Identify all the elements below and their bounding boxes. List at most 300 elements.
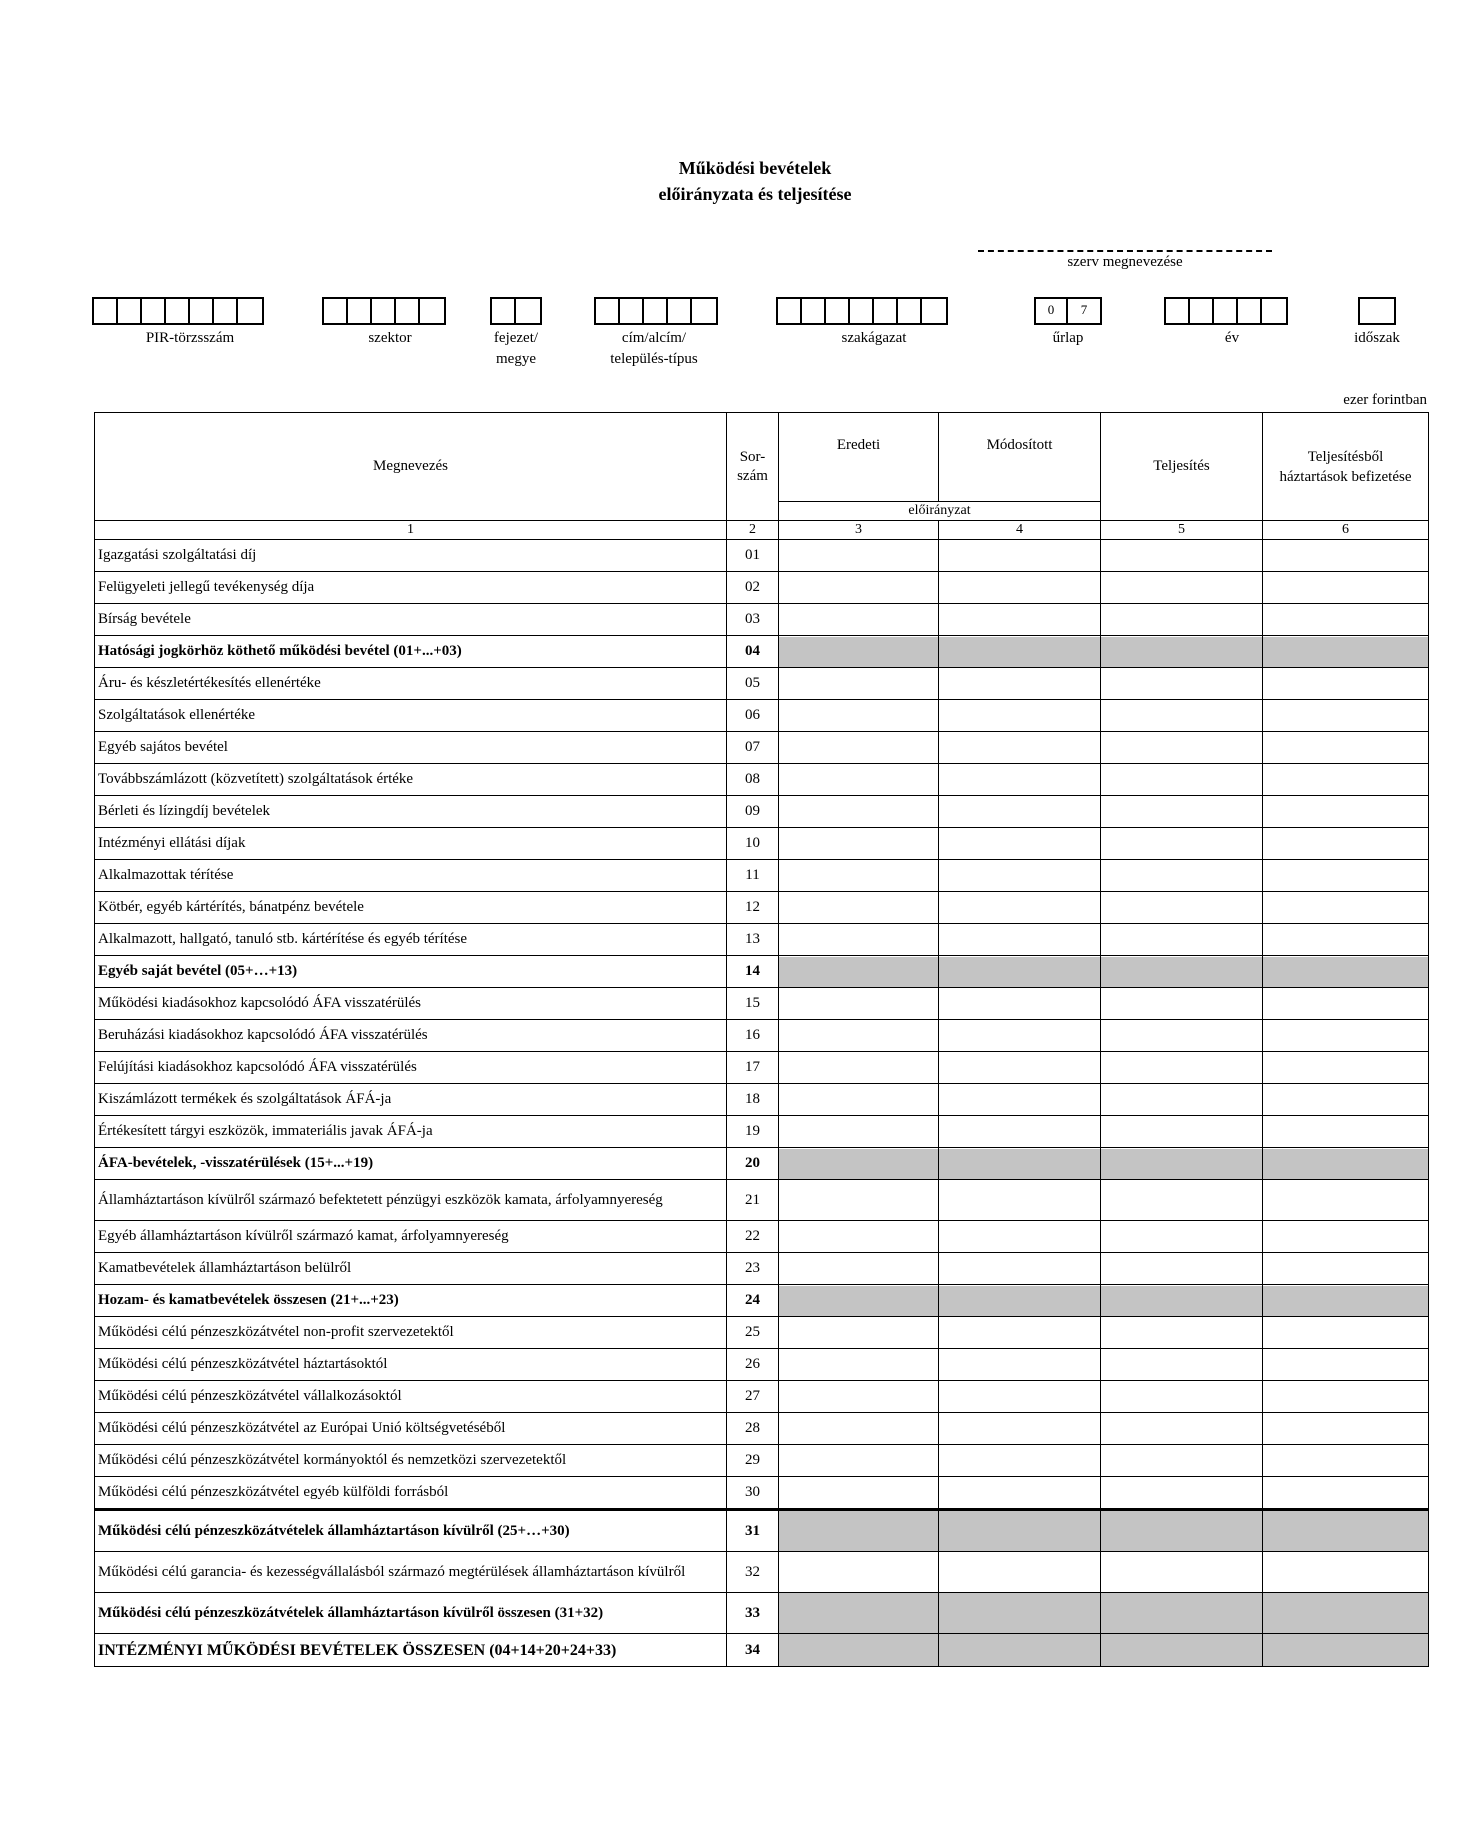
- value-cell[interactable]: [779, 1253, 939, 1285]
- row-name: Kötbér, egyéb kártérítés, bánatpénz bevétele: [95, 892, 727, 924]
- szerv-name-label: szerv megnevezése: [1067, 254, 1183, 270]
- cim-box[interactable]: [620, 299, 644, 323]
- row-sorszam: 05: [727, 668, 779, 700]
- row-name: Felügyeleti jellegű tevékenység díja: [95, 572, 727, 604]
- ev-box[interactable]: [1238, 299, 1262, 323]
- value-cell[interactable]: [939, 700, 1101, 732]
- row-sorszam: 22: [727, 1221, 779, 1253]
- row-name: Államháztartáson kívülről származó befektetett pénzügyi eszközök kamata, árfolyamnyereség: [95, 1180, 727, 1221]
- row-name: Bírság bevétele: [95, 604, 727, 636]
- value-cell[interactable]: [779, 604, 939, 636]
- value-cell[interactable]: [1263, 1445, 1429, 1477]
- value-cell[interactable]: [1101, 796, 1263, 828]
- szektor-box[interactable]: [348, 299, 372, 323]
- value-cell[interactable]: [779, 924, 939, 956]
- value-cell[interactable]: [1101, 1084, 1263, 1116]
- value-cell[interactable]: [939, 1084, 1101, 1116]
- value-cell[interactable]: [939, 1116, 1101, 1148]
- row-sorszam: 10: [727, 828, 779, 860]
- value-cell[interactable]: [779, 1180, 939, 1221]
- table-row: [95, 1445, 1429, 1477]
- value-cell-shaded: [939, 1510, 1101, 1552]
- fejezet-label: [476, 328, 556, 370]
- szektor-box[interactable]: [372, 299, 396, 323]
- row-name: Áru- és készletértékesítés ellenértéke: [95, 668, 727, 700]
- pir-box[interactable]: [94, 299, 118, 323]
- value-cell-shaded: [779, 1593, 939, 1634]
- value-cell[interactable]: [779, 796, 939, 828]
- row-name: INTÉZMÉNYI MŰKÖDÉSI BEVÉTELEK ÖSSZESEN (04+14+20+24+33): [95, 1634, 727, 1667]
- value-cell[interactable]: [1101, 1052, 1263, 1084]
- table-row: [95, 1413, 1429, 1445]
- row-sorszam: 13: [727, 924, 779, 956]
- header-teljesites: Teljesítés: [1101, 413, 1263, 521]
- value-cell[interactable]: [779, 1413, 939, 1445]
- value-cell[interactable]: [1101, 892, 1263, 924]
- cim-box[interactable]: [596, 299, 620, 323]
- value-cell[interactable]: [1263, 1052, 1429, 1084]
- fejezet-label-line1: fejezet/: [493, 330, 539, 346]
- row-sorszam: 29: [727, 1445, 779, 1477]
- value-cell[interactable]: [779, 892, 939, 924]
- value-cell[interactable]: [779, 1445, 939, 1477]
- value-cell[interactable]: [1263, 892, 1429, 924]
- table-row: [95, 1221, 1429, 1253]
- value-cell[interactable]: [1263, 1381, 1429, 1413]
- value-cell[interactable]: [1263, 860, 1429, 892]
- value-cell[interactable]: [939, 764, 1101, 796]
- header-eloiranyzat: előirányzat: [779, 502, 1101, 521]
- row-sorszam: 04: [727, 636, 779, 668]
- row-name: Működési célú pénzeszközátvétel kormányoktól és nemzetközi szervezetektől: [95, 1445, 727, 1477]
- table-row: [95, 636, 1429, 668]
- row-sorszam: 01: [727, 540, 779, 572]
- pir-label: PIR-törzsszám: [145, 330, 235, 346]
- table-row: [95, 860, 1429, 892]
- value-cell[interactable]: [1101, 1349, 1263, 1381]
- value-cell[interactable]: [1263, 1413, 1429, 1445]
- value-cell-shaded: [939, 1634, 1101, 1667]
- table-row: [95, 604, 1429, 636]
- row-name: Működési célú pénzeszközátvételek államháztartáson kívülről (25+…+30): [95, 1510, 727, 1552]
- value-cell[interactable]: [939, 1413, 1101, 1445]
- row-name: Alkalmazottak térítése: [95, 860, 727, 892]
- value-cell[interactable]: [779, 1052, 939, 1084]
- value-cell-shaded: [1263, 1634, 1429, 1667]
- value-cell[interactable]: [779, 1020, 939, 1052]
- header-haztartas-line1: Teljesítésből: [1307, 448, 1384, 465]
- table-row: [95, 668, 1429, 700]
- value-cell[interactable]: [939, 1381, 1101, 1413]
- value-cell[interactable]: [1263, 700, 1429, 732]
- cim-label-line2: település-típus: [610, 351, 698, 367]
- value-cell-shaded: [939, 1593, 1101, 1634]
- urlap-box: 7: [1080, 302, 1088, 317]
- row-name: Egyéb államháztartáson kívülről származó kamat, árfolyamnyereség: [95, 1221, 727, 1253]
- idoszak-box[interactable]: [1360, 299, 1394, 323]
- value-cell-shaded: [779, 1510, 939, 1552]
- header-megnevezes: Megnevezés: [95, 413, 727, 521]
- value-cell-shaded: [1263, 1593, 1429, 1634]
- table-row: [95, 1116, 1429, 1148]
- szakagazat-box[interactable]: [802, 299, 826, 323]
- table-row: [95, 1349, 1429, 1381]
- row-sorszam: 16: [727, 1020, 779, 1052]
- szakagazat-code-boxes[interactable]: [776, 297, 948, 325]
- row-sorszam: 06: [727, 700, 779, 732]
- col-number: 5: [1101, 521, 1263, 540]
- unit-label: ezer forintban: [1343, 392, 1427, 408]
- value-cell-shaded: [1101, 1285, 1263, 1317]
- header-modositott: Módosított: [939, 413, 1101, 502]
- header-sorszam: [727, 413, 779, 521]
- row-name: Felújítási kiadásokhoz kapcsolódó ÁFA visszatérülés: [95, 1052, 727, 1084]
- value-cell[interactable]: [1263, 828, 1429, 860]
- fejezet-box[interactable]: [492, 299, 516, 323]
- szakagazat-box[interactable]: [922, 299, 946, 323]
- table-row: [95, 540, 1429, 572]
- value-cell[interactable]: [1101, 732, 1263, 764]
- table-row: [95, 796, 1429, 828]
- header-sorszam-line1: Sor-: [739, 448, 766, 465]
- value-cell-shaded: [1101, 956, 1263, 988]
- value-cell[interactable]: [779, 764, 939, 796]
- table-row: [95, 1020, 1429, 1052]
- row-sorszam: 30: [727, 1477, 779, 1510]
- value-cell[interactable]: [1101, 1445, 1263, 1477]
- row-name: ÁFA-bevételek, -visszatérülések (15+...+19): [95, 1148, 727, 1180]
- value-cell-shaded: [1263, 1510, 1429, 1552]
- form-title-line1: Működési bevételek: [678, 158, 832, 178]
- table-row: [95, 1253, 1429, 1285]
- value-cell[interactable]: [1101, 924, 1263, 956]
- table-row: [95, 892, 1429, 924]
- header-haztartas-line2: háztartások befizetése: [1279, 468, 1412, 485]
- row-name: Szolgáltatások ellenértéke: [95, 700, 727, 732]
- value-cell[interactable]: [1263, 796, 1429, 828]
- table-row: [95, 1593, 1429, 1634]
- value-cell[interactable]: [779, 732, 939, 764]
- value-cell[interactable]: [1263, 572, 1429, 604]
- value-cell[interactable]: [1263, 1552, 1429, 1593]
- value-cell[interactable]: [779, 828, 939, 860]
- value-cell[interactable]: [939, 892, 1101, 924]
- row-sorszam: 34: [727, 1634, 779, 1667]
- row-name: Alkalmazott, hallgató, tanuló stb. kártérítése és egyéb térítése: [95, 924, 727, 956]
- row-sorszam: 18: [727, 1084, 779, 1116]
- row-name: Működési célú pénzeszközátvétel egyéb külföldi forrásból: [95, 1477, 727, 1510]
- value-cell[interactable]: [779, 1477, 939, 1510]
- value-cell[interactable]: [1263, 1253, 1429, 1285]
- value-cell[interactable]: [1101, 572, 1263, 604]
- cim-box[interactable]: [692, 299, 716, 323]
- table-row: [95, 828, 1429, 860]
- value-cell[interactable]: [779, 700, 939, 732]
- value-cell[interactable]: [939, 1253, 1101, 1285]
- revenue-table: [94, 412, 1429, 1667]
- value-cell[interactable]: [779, 572, 939, 604]
- pir-box[interactable]: [238, 299, 262, 323]
- value-cell[interactable]: [1101, 1477, 1263, 1510]
- value-cell[interactable]: [779, 540, 939, 572]
- value-cell-shaded: [1101, 1148, 1263, 1180]
- value-cell-shaded: [1263, 636, 1429, 668]
- ev-box[interactable]: [1190, 299, 1214, 323]
- value-cell[interactable]: [939, 1349, 1101, 1381]
- row-name: Egyéb saját bevétel (05+…+13): [95, 956, 727, 988]
- table-row: [95, 732, 1429, 764]
- value-cell[interactable]: [939, 1477, 1101, 1510]
- row-sorszam: 07: [727, 732, 779, 764]
- value-cell[interactable]: [1101, 604, 1263, 636]
- urlap-label: űrlap: [1052, 330, 1084, 346]
- row-sorszam: 09: [727, 796, 779, 828]
- value-cell[interactable]: [939, 540, 1101, 572]
- table-row: [95, 956, 1429, 988]
- row-sorszam: 31: [727, 1510, 779, 1552]
- value-cell[interactable]: [779, 1381, 939, 1413]
- row-sorszam: 27: [727, 1381, 779, 1413]
- value-cell[interactable]: [939, 796, 1101, 828]
- cim-box[interactable]: [668, 299, 692, 323]
- value-cell[interactable]: [939, 924, 1101, 956]
- value-cell[interactable]: [1101, 1180, 1263, 1221]
- value-cell-shaded: [779, 1634, 939, 1667]
- cim-code-boxes[interactable]: [594, 297, 718, 325]
- row-name: Működési célú garancia- és kezességvállalásból származó megtérülések államháztartáson kívülről: [95, 1552, 727, 1593]
- fejezet-label-line2: megye: [496, 351, 536, 367]
- pir-box[interactable]: [166, 299, 190, 323]
- value-cell[interactable]: [1101, 988, 1263, 1020]
- table-row: [95, 764, 1429, 796]
- pir-box[interactable]: [118, 299, 142, 323]
- value-cell[interactable]: [1263, 1317, 1429, 1349]
- fejezet-box[interactable]: [516, 299, 540, 323]
- szakagazat-label: szakágazat: [841, 330, 907, 346]
- value-cell-shaded: [939, 1148, 1101, 1180]
- szektor-box[interactable]: [420, 299, 444, 323]
- table-row: [95, 1510, 1429, 1552]
- value-cell[interactable]: [1263, 1221, 1429, 1253]
- fejezet-code-boxes[interactable]: [490, 297, 542, 325]
- cim-box[interactable]: [644, 299, 668, 323]
- urlap-code-boxes: [1034, 297, 1102, 325]
- value-cell[interactable]: [1263, 1020, 1429, 1052]
- col-number: 2: [727, 521, 779, 540]
- value-cell[interactable]: [1101, 700, 1263, 732]
- szektor-box[interactable]: [324, 299, 348, 323]
- row-name: Igazgatási szolgáltatási díj: [95, 540, 727, 572]
- row-sorszam: 03: [727, 604, 779, 636]
- table-row: [95, 1317, 1429, 1349]
- value-cell[interactable]: [939, 732, 1101, 764]
- value-cell[interactable]: [1263, 540, 1429, 572]
- row-sorszam: 23: [727, 1253, 779, 1285]
- value-cell[interactable]: [779, 988, 939, 1020]
- value-cell[interactable]: [1263, 604, 1429, 636]
- row-name: Működési célú pénzeszközátvétel non-profit szervezetektől: [95, 1317, 727, 1349]
- szakagazat-box[interactable]: [850, 299, 874, 323]
- table-row: [95, 1477, 1429, 1510]
- row-name: Kiszámlázott termékek és szolgáltatások ÁFÁ-ja: [95, 1084, 727, 1116]
- value-cell[interactable]: [1263, 1084, 1429, 1116]
- value-cell[interactable]: [1263, 1116, 1429, 1148]
- value-cell[interactable]: [779, 1349, 939, 1381]
- value-cell[interactable]: [779, 1116, 939, 1148]
- header-haztartas: [1263, 413, 1429, 521]
- table-row: [95, 988, 1429, 1020]
- row-name: Kamatbevételek államháztartáson belülről: [95, 1253, 727, 1285]
- value-cell[interactable]: [939, 1052, 1101, 1084]
- value-cell-shaded: [779, 956, 939, 988]
- value-cell[interactable]: [1101, 1413, 1263, 1445]
- row-name: Továbbszámlázott (közvetített) szolgáltatások értéke: [95, 764, 727, 796]
- row-sorszam: 20: [727, 1148, 779, 1180]
- value-cell[interactable]: [1263, 988, 1429, 1020]
- value-cell[interactable]: [779, 1552, 939, 1593]
- table-row: [95, 924, 1429, 956]
- value-cell[interactable]: [939, 668, 1101, 700]
- value-cell-shaded: [779, 1148, 939, 1180]
- row-name: Működési célú pénzeszközátvétel háztartásoktól: [95, 1349, 727, 1381]
- pir-box[interactable]: [142, 299, 166, 323]
- idoszak-label: időszak: [1354, 330, 1400, 346]
- urlap-box: 0: [1036, 299, 1068, 323]
- form-title-line2: előirányzata és teljesítése: [658, 184, 852, 204]
- value-cell[interactable]: [1101, 1116, 1263, 1148]
- row-sorszam: 21: [727, 1180, 779, 1221]
- szakagazat-box[interactable]: [778, 299, 802, 323]
- ev-box[interactable]: [1166, 299, 1190, 323]
- row-name: Működési célú pénzeszközátvétel az Európai Unió költségvetéséből: [95, 1413, 727, 1445]
- value-cell[interactable]: [1263, 1349, 1429, 1381]
- value-cell[interactable]: [1263, 732, 1429, 764]
- value-cell[interactable]: [779, 1221, 939, 1253]
- value-cell-shaded: [1101, 1510, 1263, 1552]
- value-cell-shaded: [1263, 956, 1429, 988]
- ev-box[interactable]: [1214, 299, 1238, 323]
- row-name: Működési célú pénzeszközátvétel vállalkozásoktól: [95, 1381, 727, 1413]
- value-cell-shaded: [939, 956, 1101, 988]
- table-row: [95, 1552, 1429, 1593]
- row-sorszam: 12: [727, 892, 779, 924]
- value-cell[interactable]: [779, 860, 939, 892]
- value-cell[interactable]: [939, 1221, 1101, 1253]
- value-cell[interactable]: [779, 1084, 939, 1116]
- row-sorszam: 33: [727, 1593, 779, 1634]
- value-cell[interactable]: [1101, 540, 1263, 572]
- szektor-label: szektor: [368, 330, 412, 346]
- row-name: Értékesített tárgyi eszközök, immateriális javak ÁFÁ-ja: [95, 1116, 727, 1148]
- table-row: [95, 1381, 1429, 1413]
- szakagazat-box[interactable]: [826, 299, 850, 323]
- value-cell-shaded: [1263, 1285, 1429, 1317]
- table-row: [95, 1285, 1429, 1317]
- table-row: [95, 1634, 1429, 1667]
- value-cell[interactable]: [1263, 1477, 1429, 1510]
- value-cell[interactable]: [1101, 860, 1263, 892]
- value-cell[interactable]: [1101, 1253, 1263, 1285]
- value-cell[interactable]: [1101, 668, 1263, 700]
- col-number: 4: [939, 521, 1101, 540]
- cim-label-line1: cím/alcím/: [621, 330, 687, 346]
- idoszak-code-boxes[interactable]: [1358, 297, 1396, 325]
- szakagazat-box[interactable]: [874, 299, 898, 323]
- value-cell[interactable]: [1101, 1552, 1263, 1593]
- pir-box[interactable]: [190, 299, 214, 323]
- value-cell[interactable]: [1101, 764, 1263, 796]
- ev-code-boxes[interactable]: [1164, 297, 1288, 325]
- value-cell[interactable]: [939, 572, 1101, 604]
- value-cell[interactable]: [1101, 1020, 1263, 1052]
- value-cell[interactable]: [939, 1317, 1101, 1349]
- value-cell[interactable]: [1263, 764, 1429, 796]
- value-cell-shaded: [1263, 1148, 1429, 1180]
- value-cell[interactable]: [939, 1552, 1101, 1593]
- value-cell-shaded: [939, 636, 1101, 668]
- value-cell[interactable]: [939, 1180, 1101, 1221]
- row-name: Hatósági jogkörhöz köthető működési bevétel (01+...+03): [95, 636, 727, 668]
- value-cell[interactable]: [939, 828, 1101, 860]
- header-eredeti: Eredeti: [779, 413, 939, 502]
- value-cell[interactable]: [939, 1445, 1101, 1477]
- value-cell[interactable]: [779, 668, 939, 700]
- col-number: 3: [779, 521, 939, 540]
- value-cell-shaded: [779, 636, 939, 668]
- ev-box[interactable]: [1262, 299, 1286, 323]
- row-name: Intézményi ellátási díjak: [95, 828, 727, 860]
- row-sorszam: 02: [727, 572, 779, 604]
- row-sorszam: 28: [727, 1413, 779, 1445]
- row-sorszam: 08: [727, 764, 779, 796]
- row-sorszam: 15: [727, 988, 779, 1020]
- value-cell[interactable]: [1263, 924, 1429, 956]
- szektor-box[interactable]: [396, 299, 420, 323]
- row-sorszam: 32: [727, 1552, 779, 1593]
- row-sorszam: 17: [727, 1052, 779, 1084]
- value-cell[interactable]: [939, 988, 1101, 1020]
- szerv-name-line[interactable]: [978, 250, 1272, 252]
- szakagazat-box[interactable]: [898, 299, 922, 323]
- value-cell[interactable]: [939, 1020, 1101, 1052]
- value-cell[interactable]: [1101, 1317, 1263, 1349]
- row-sorszam: 24: [727, 1285, 779, 1317]
- value-cell[interactable]: [779, 1317, 939, 1349]
- row-name: Beruházási kiadásokhoz kapcsolódó ÁFA visszatérülés: [95, 1020, 727, 1052]
- value-cell[interactable]: [1263, 668, 1429, 700]
- value-cell[interactable]: [1263, 1180, 1429, 1221]
- szektor-code-boxes[interactable]: [322, 297, 446, 325]
- value-cell-shaded: [1101, 1634, 1263, 1667]
- row-sorszam: 25: [727, 1317, 779, 1349]
- pir-box[interactable]: [214, 299, 238, 323]
- value-cell[interactable]: [939, 604, 1101, 636]
- pir-code-boxes[interactable]: [92, 297, 264, 325]
- value-cell[interactable]: [1101, 1221, 1263, 1253]
- value-cell[interactable]: [1101, 1381, 1263, 1413]
- row-sorszam: 11: [727, 860, 779, 892]
- col-number: 6: [1263, 521, 1429, 540]
- row-name: Hozam- és kamatbevételek összesen (21+...+23): [95, 1285, 727, 1317]
- value-cell[interactable]: [939, 860, 1101, 892]
- value-cell-shaded: [1101, 1593, 1263, 1634]
- table-row: [95, 1052, 1429, 1084]
- value-cell[interactable]: [1101, 828, 1263, 860]
- col-number: 1: [95, 521, 727, 540]
- header-sorszam-line2: szám: [737, 467, 768, 484]
- row-sorszam: 14: [727, 956, 779, 988]
- row-sorszam: 26: [727, 1349, 779, 1381]
